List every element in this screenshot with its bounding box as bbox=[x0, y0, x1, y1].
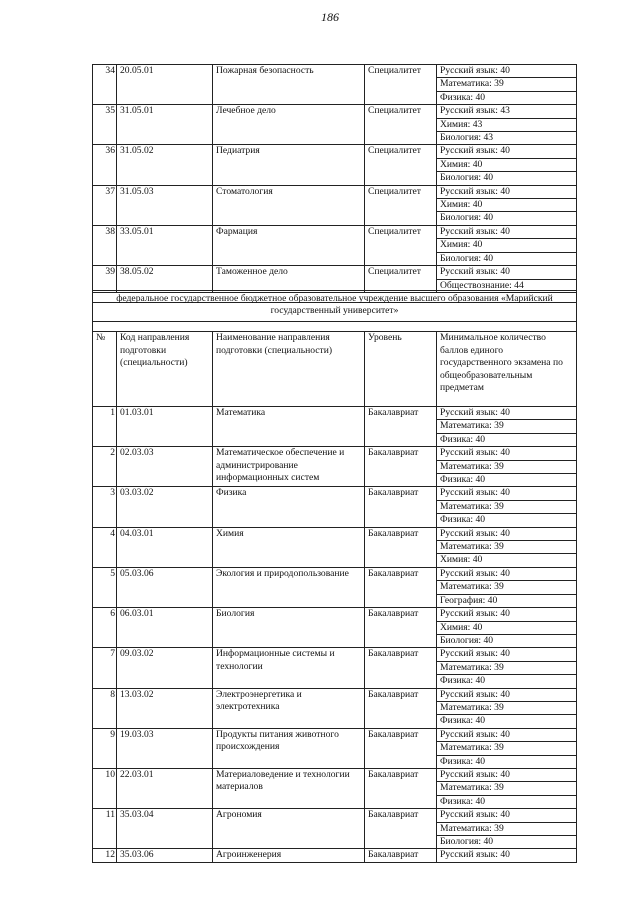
row-number: 2 bbox=[93, 447, 117, 487]
subject-min-score: Физика: 40 bbox=[437, 675, 577, 688]
subject-min-score: Физика: 40 bbox=[437, 755, 577, 768]
subject-min-score: Русский язык: 40 bbox=[437, 185, 577, 198]
row-number: 37 bbox=[93, 185, 117, 225]
row-code: 05.03.06 bbox=[117, 567, 213, 607]
subject-min-score: Русский язык: 40 bbox=[437, 728, 577, 741]
subject-min-score: Физика: 40 bbox=[437, 91, 577, 104]
subject-min-score: Русский язык: 40 bbox=[437, 688, 577, 701]
row-number: 5 bbox=[93, 567, 117, 607]
row-name: Математическое обеспечение и администрирование информационных систем bbox=[213, 447, 365, 487]
row-name: Лечебное дело bbox=[213, 105, 365, 145]
row-number: 10 bbox=[93, 768, 117, 808]
row-code: 19.03.03 bbox=[117, 728, 213, 768]
row-name: Агроинженерия bbox=[213, 849, 365, 862]
row-level: Бакалавриат bbox=[365, 648, 437, 688]
subject-min-score: Русский язык: 40 bbox=[437, 487, 577, 500]
table-row bbox=[93, 225, 577, 238]
row-code: 03.03.02 bbox=[117, 487, 213, 527]
subject-min-score: Химия: 40 bbox=[437, 199, 577, 212]
subject-min-score: Математика: 39 bbox=[437, 420, 577, 433]
row-level: Специалитет bbox=[365, 105, 437, 145]
subject-min-score: Математика: 39 bbox=[437, 500, 577, 513]
table-row bbox=[93, 145, 577, 158]
row-number: 39 bbox=[93, 266, 117, 293]
row-number: 7 bbox=[93, 648, 117, 688]
page-number: 186 bbox=[321, 10, 339, 24]
admission-table-top bbox=[92, 64, 577, 303]
table-row bbox=[93, 105, 577, 118]
row-code: 02.03.03 bbox=[117, 447, 213, 487]
table-row bbox=[93, 487, 577, 500]
subject-min-score: Биология: 40 bbox=[437, 836, 577, 849]
row-name: Педиатрия bbox=[213, 145, 365, 185]
row-number: 11 bbox=[93, 809, 117, 849]
row-code: 35.03.06 bbox=[117, 849, 213, 862]
row-number: 9 bbox=[93, 728, 117, 768]
row-name: Пожарная безопасность bbox=[213, 65, 365, 105]
organization-name: федеральное государственное бюджетное образовательное учреждение высшего образования «Марийский государственный университет» bbox=[93, 291, 577, 322]
row-number: 3 bbox=[93, 487, 117, 527]
row-level: Бакалавриат bbox=[365, 608, 437, 648]
row-level: Бакалавриат bbox=[365, 567, 437, 607]
row-name: Экология и природопользование bbox=[213, 567, 365, 607]
row-level: Специалитет bbox=[365, 225, 437, 265]
table-row bbox=[93, 608, 577, 621]
row-name: Материаловедение и технологии материалов bbox=[213, 768, 365, 808]
subject-min-score: Химия: 40 bbox=[437, 158, 577, 171]
table-row bbox=[93, 407, 577, 420]
row-code: 38.05.02 bbox=[117, 266, 213, 293]
header-min-score: Минимальное количество баллов единого государственного экзамена по общеобразовательным предметам bbox=[437, 332, 577, 407]
row-code: 04.03.01 bbox=[117, 527, 213, 567]
subject-min-score: Русский язык: 40 bbox=[437, 65, 577, 78]
subject-min-score: Русский язык: 40 bbox=[437, 145, 577, 158]
table-row bbox=[93, 185, 577, 198]
row-code: 20.05.01 bbox=[117, 65, 213, 105]
subject-min-score: Математика: 39 bbox=[437, 742, 577, 755]
row-level: Бакалавриат bbox=[365, 849, 437, 862]
subject-min-score: Русский язык: 40 bbox=[437, 266, 577, 279]
row-number: 36 bbox=[93, 145, 117, 185]
row-level: Специалитет bbox=[365, 65, 437, 105]
header-row bbox=[93, 332, 577, 407]
table-row bbox=[93, 849, 577, 862]
table-row bbox=[93, 728, 577, 741]
table-row bbox=[93, 65, 577, 78]
row-code: 31.05.01 bbox=[117, 105, 213, 145]
table-row bbox=[93, 447, 577, 460]
subject-min-score: Русский язык: 40 bbox=[437, 527, 577, 540]
subject-min-score: Математика: 39 bbox=[437, 701, 577, 714]
row-level: Бакалавриат bbox=[365, 447, 437, 487]
subject-min-score: Русский язык: 40 bbox=[437, 648, 577, 661]
subject-min-score: Биология: 40 bbox=[437, 634, 577, 647]
row-name: Продукты питания животного происхождения bbox=[213, 728, 365, 768]
row-level: Бакалавриат bbox=[365, 768, 437, 808]
subject-min-score: Математика: 39 bbox=[437, 581, 577, 594]
subject-min-score: Математика: 39 bbox=[437, 822, 577, 835]
row-number: 6 bbox=[93, 608, 117, 648]
subject-min-score: Биология: 40 bbox=[437, 172, 577, 185]
subject-min-score: Физика: 40 bbox=[437, 433, 577, 446]
row-level: Специалитет bbox=[365, 145, 437, 185]
subject-min-score: Русский язык: 40 bbox=[437, 768, 577, 781]
row-name: Электроэнергетика и электротехника bbox=[213, 688, 365, 728]
subject-min-score: Химия: 40 bbox=[437, 554, 577, 567]
row-level: Специалитет bbox=[365, 185, 437, 225]
header-level: Уровень bbox=[365, 332, 437, 407]
table-row bbox=[93, 809, 577, 822]
row-name: Таможенное дело bbox=[213, 266, 365, 293]
row-code: 31.05.03 bbox=[117, 185, 213, 225]
table-row bbox=[93, 688, 577, 701]
row-level: Бакалавриат bbox=[365, 487, 437, 527]
row-code: 01.03.01 bbox=[117, 407, 213, 447]
header-code: Код направления подготовки (специальности) bbox=[117, 332, 213, 407]
subject-min-score: Физика: 40 bbox=[437, 715, 577, 728]
subject-min-score: Математика: 39 bbox=[437, 661, 577, 674]
row-code: 31.05.02 bbox=[117, 145, 213, 185]
subject-min-score: Физика: 40 bbox=[437, 474, 577, 487]
subject-min-score: Физика: 40 bbox=[437, 514, 577, 527]
row-level: Бакалавриат bbox=[365, 728, 437, 768]
row-name: Стоматология bbox=[213, 185, 365, 225]
row-number: 12 bbox=[93, 849, 117, 862]
row-number: 34 bbox=[93, 65, 117, 105]
subject-min-score: Русский язык: 40 bbox=[437, 407, 577, 420]
admission-table-bottom bbox=[92, 290, 577, 863]
subject-min-score: Обществознание: 44 bbox=[437, 279, 577, 292]
subject-min-score: Русский язык: 40 bbox=[437, 809, 577, 822]
header-num: № bbox=[93, 332, 117, 407]
row-level: Бакалавриат bbox=[365, 527, 437, 567]
subject-min-score: Русский язык: 40 bbox=[437, 849, 577, 862]
subject-min-score: Биология: 40 bbox=[437, 212, 577, 225]
subject-min-score: Биология: 43 bbox=[437, 132, 577, 145]
row-name: Физика bbox=[213, 487, 365, 527]
row-code: 33.05.01 bbox=[117, 225, 213, 265]
subject-min-score: Математика: 39 bbox=[437, 460, 577, 473]
row-number: 38 bbox=[93, 225, 117, 265]
subject-min-score: География: 40 bbox=[437, 594, 577, 607]
subject-min-score: Химия: 40 bbox=[437, 621, 577, 634]
row-code: 06.03.01 bbox=[117, 608, 213, 648]
table-row bbox=[93, 527, 577, 540]
row-code: 22.03.01 bbox=[117, 768, 213, 808]
subject-min-score: Русский язык: 43 bbox=[437, 105, 577, 118]
row-number: 1 bbox=[93, 407, 117, 447]
subject-min-score: Физика: 40 bbox=[437, 795, 577, 808]
subject-min-score: Химия: 40 bbox=[437, 239, 577, 252]
subject-min-score: Русский язык: 40 bbox=[437, 447, 577, 460]
subject-min-score: Математика: 39 bbox=[437, 541, 577, 554]
subject-min-score: Химия: 43 bbox=[437, 118, 577, 131]
row-code: 35.03.04 bbox=[117, 809, 213, 849]
header-name: Наименование направления подготовки (специальности) bbox=[213, 332, 365, 407]
row-number: 4 bbox=[93, 527, 117, 567]
row-name: Математика bbox=[213, 407, 365, 447]
row-level: Бакалавриат bbox=[365, 688, 437, 728]
table-row bbox=[93, 768, 577, 781]
table-row bbox=[93, 567, 577, 580]
subject-min-score: Математика: 39 bbox=[437, 782, 577, 795]
row-name: Информационные системы и технологии bbox=[213, 648, 365, 688]
subject-min-score: Биология: 40 bbox=[437, 252, 577, 265]
row-name: Агрономия bbox=[213, 809, 365, 849]
row-number: 8 bbox=[93, 688, 117, 728]
row-level: Бакалавриат bbox=[365, 809, 437, 849]
subject-min-score: Русский язык: 40 bbox=[437, 567, 577, 580]
row-number: 35 bbox=[93, 105, 117, 145]
row-name: Химия bbox=[213, 527, 365, 567]
row-level: Бакалавриат bbox=[365, 407, 437, 447]
subject-min-score: Математика: 39 bbox=[437, 78, 577, 91]
subject-min-score: Русский язык: 40 bbox=[437, 608, 577, 621]
spacer-row bbox=[93, 322, 577, 332]
row-code: 13.03.02 bbox=[117, 688, 213, 728]
subject-min-score: Русский язык: 40 bbox=[437, 225, 577, 238]
table-row bbox=[93, 266, 577, 279]
row-name: Фармация bbox=[213, 225, 365, 265]
row-code: 09.03.02 bbox=[117, 648, 213, 688]
row-level: Специалитет bbox=[365, 266, 437, 293]
row-name: Биология bbox=[213, 608, 365, 648]
table-row bbox=[93, 648, 577, 661]
